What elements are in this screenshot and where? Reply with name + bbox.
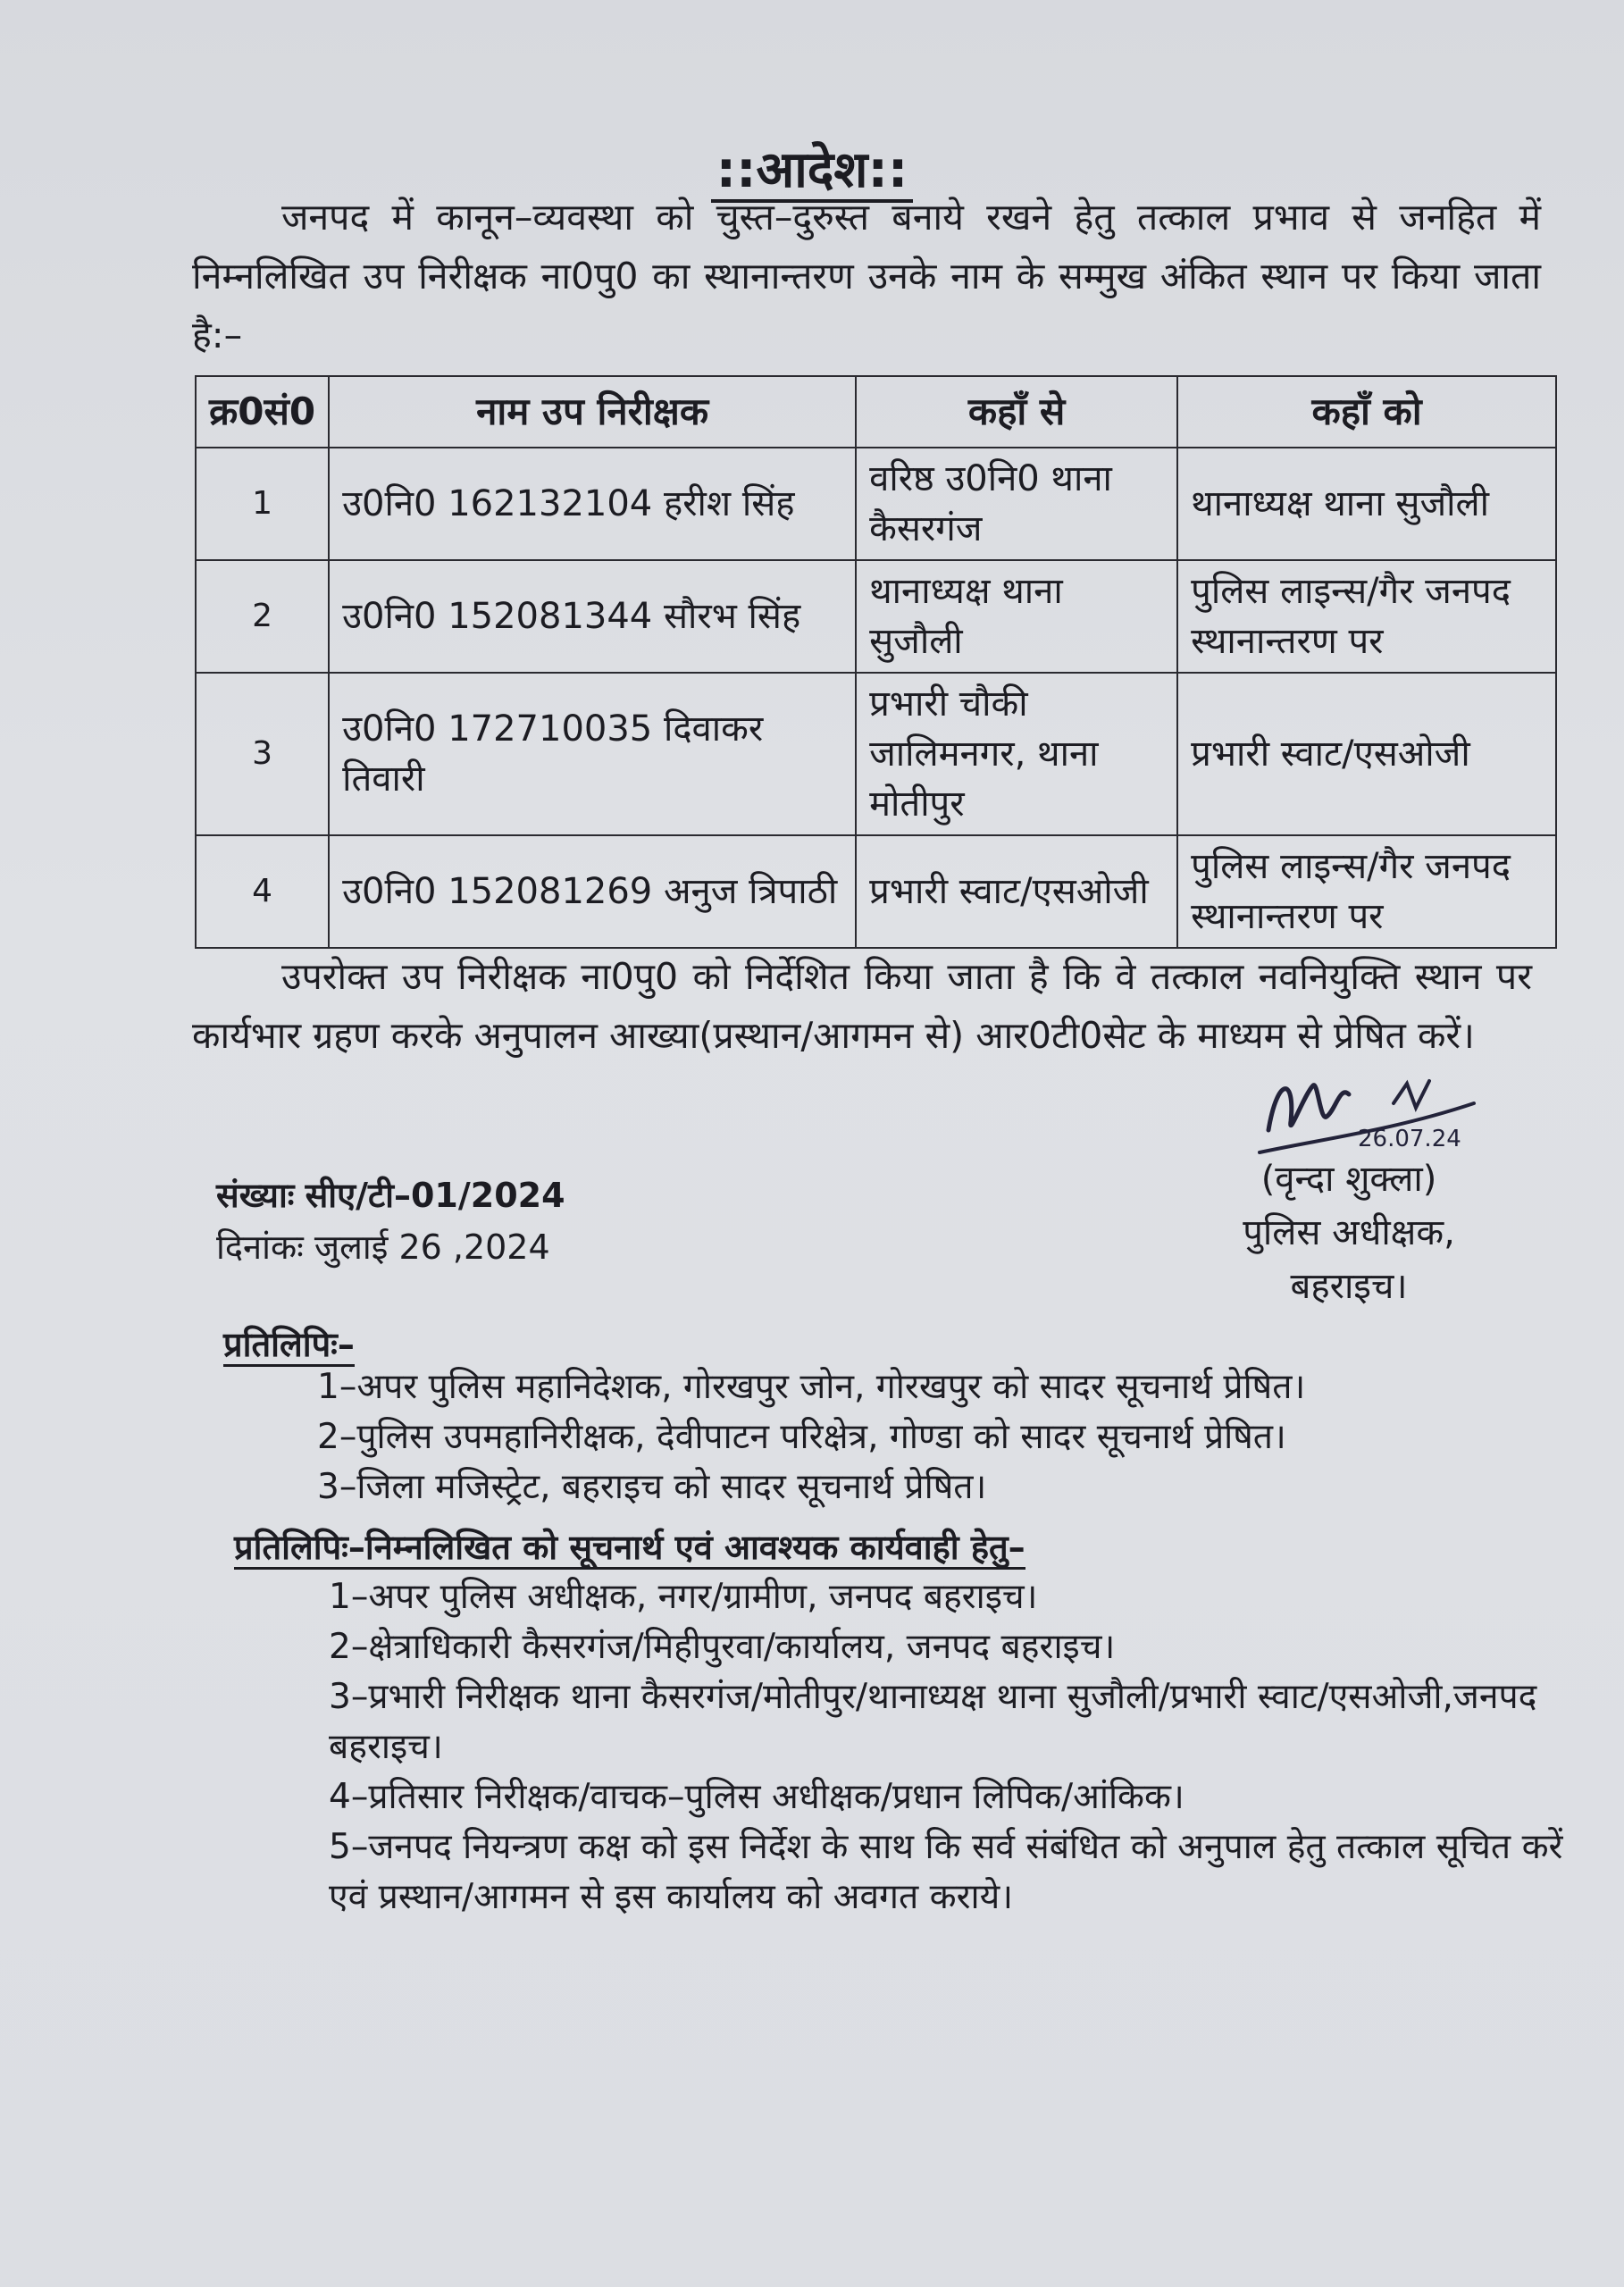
row-name: उ0नि0 162132104 हरीश सिंह: [329, 448, 856, 560]
row-from: प्रभारी चौकी जालिमनगर, थाना मोतीपुर: [856, 673, 1177, 835]
copy2-heading: प्रतिलिपिः–निम्नलिखित को सूचनार्थ एवं आवश्यक कार्यवाही हेतु–: [234, 1523, 1025, 1570]
row-serial: 3: [196, 673, 329, 835]
direction-paragraph: उपरोक्त उप निरीक्षक ना0पु0 को निर्देशित किया जाता है कि वे तत्काल नवनियुक्ति स्थान पर कार्यभार ग्रहण करके अनुपालन आख्या(प्रस्थान/आगमन से) आर0टी0सेट के माध्यम से प्रेषित करें।: [192, 955, 1532, 1057]
copy2-list: [329, 1572, 1579, 1923]
copy1-list: [317, 1362, 1577, 1512]
transfer-table: [195, 375, 1557, 949]
list-item: 2–क्षेत्राधिकारी कैसरगंज/मिहीपुरवा/कार्यालय, जनपद बहराइच।: [329, 1627, 1116, 1667]
signature-block: [1179, 1054, 1519, 1313]
row-serial: 1: [196, 448, 329, 560]
order-number-value: सीए/टी–01/2024: [305, 1176, 565, 1215]
table-row: [196, 835, 1556, 948]
row-from: वरिष्ठ उ0नि0 थाना कैसरगंज: [856, 448, 1177, 560]
table-row: [196, 560, 1556, 673]
list-item: 3–जिला मजिस्ट्रेट, बहराइच को सादर सूचनार्थ प्रेषित।: [317, 1467, 987, 1507]
intro-paragraph: जनपद में कानून–व्यवस्था को चुस्त–दुरुस्त बनाये रखने हेतु तत्काल प्रभाव से जनहित में निम्नलिखित उप निरीक्षक ना0पु0 का स्थानान्तरण उनके नाम के सम्मुख अंकित स्थान पर किया जाता है:–: [192, 196, 1541, 356]
list-item: 3–प्रभारी निरीक्षक थाना कैसरगंज/मोतीपुर/थानाध्यक्ष थाना सुजौली/प्रभारी स्वाट/एसओजी,जनपद बहराइच।: [329, 1677, 1537, 1767]
order-number-label: संख्याः: [216, 1176, 295, 1215]
table-header-row: [196, 376, 1556, 448]
header-name: नाम उप निरीक्षक: [329, 376, 856, 448]
list-item: 1–अपर पुलिस अधीक्षक, नगर/ग्रामीण, जनपद बहराइच।: [329, 1577, 1038, 1617]
row-name: उ0नि0 152081344 सौरभ सिंह: [329, 560, 856, 673]
order-date: [216, 1222, 550, 1272]
row-to: थानाध्यक्ष थाना सुजौली: [1177, 448, 1556, 560]
order-date-label: दिनांकः: [216, 1227, 304, 1267]
row-to: पुलिस लाइन्स/गैर जनपद स्थानान्तरण पर: [1177, 835, 1556, 948]
order-number: [216, 1170, 565, 1220]
list-item: 2–पुलिस उपमहानिरीक्षक, देवीपाटन परिक्षेत्र, गोण्डा को सादर सूचनार्थ प्रेषित।: [317, 1417, 1286, 1457]
header-from: कहाँ से: [856, 376, 1177, 448]
row-name: उ0नि0 172710035 दिवाकर तिवारी: [329, 673, 856, 835]
row-name: उ0नि0 152081269 अनुज त्रिपाठी: [329, 835, 856, 948]
signatory-designation: पुलिस अधीक्षक,: [1243, 1212, 1455, 1253]
header-to: कहाँ को: [1177, 376, 1556, 448]
header-serial: क्र0सं0: [196, 376, 329, 448]
row-from: थानाध्यक्ष थाना सुजौली: [856, 560, 1177, 673]
row-serial: 2: [196, 560, 329, 673]
list-item: 4–प्रतिसार निरीक्षक/वाचक–पुलिस अधीक्षक/प्रधान लिपिक/आंकिक।: [329, 1777, 1185, 1817]
row-to: पुलिस लाइन्स/गैर जनपद स्थानान्तरण पर: [1177, 560, 1556, 673]
list-item: 5–जनपद नियन्त्रण कक्ष को इस निर्देश के साथ कि सर्व संबंधित को अनुपाल हेतु तत्काल सूचित करें एवं प्रस्थान/आगमन से इस कार्यालय को अवगत कराये।: [329, 1827, 1563, 1917]
table-row: [196, 673, 1556, 835]
signatory-place: बहराइच।: [1290, 1266, 1408, 1307]
row-to: प्रभारी स्वाट/एसओजी: [1177, 673, 1556, 835]
signatory-name: (वृन्दा शुक्ला): [1260, 1159, 1437, 1200]
order-date-value: जुलाई 26 ,2024: [314, 1227, 550, 1267]
row-from: प्रभारी स्वाट/एसओजी: [856, 835, 1177, 948]
signature-date: 26.07.24: [1358, 1126, 1461, 1152]
copy1-heading: प्रतिलिपिः–: [223, 1320, 355, 1367]
list-item: 1–अपर पुलिस महानिदेशक, गोरखपुर जोन, गोरखपुर को सादर सूचनार्थ प्रेषित।: [317, 1367, 1306, 1407]
row-serial: 4: [196, 835, 329, 948]
document-title: ::आदेश::: [0, 134, 1624, 202]
table-row: [196, 448, 1556, 560]
